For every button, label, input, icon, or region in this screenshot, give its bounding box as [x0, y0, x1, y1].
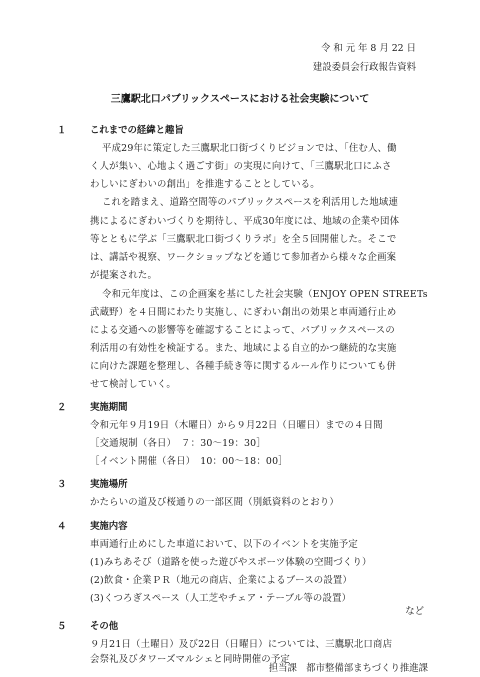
section-4-text-line: 車両通行止めにした車道において、以下のイベントを実施予定	[90, 539, 358, 550]
section-2-number: ２	[57, 402, 67, 413]
section-2-text-line: ［イベント開催（各日） 10：00～18：00］	[90, 456, 288, 467]
report-type: 建設委員会行政報告資料	[312, 62, 416, 73]
document-title: 三鷹駅北口パブリックスペースにおける社会実験について	[110, 94, 370, 105]
section-1-text-line: わしいにぎわいの創出」を推進することとしている。	[90, 179, 320, 190]
section-5-number: ５	[57, 621, 67, 632]
section-1-text-line: 平成29年に策定した三鷹駅北口街づくりビジョンでは、「住む人、働	[102, 143, 397, 154]
section-2-text-line: ［交通規制（各日） ７：30～19：30］	[90, 438, 266, 449]
section-5-text-line: 会祭礼及びタワーズマルシェと同時開催の予定	[90, 654, 290, 665]
section-3-heading: 実施場所	[90, 479, 128, 490]
section-3-text-line: かたらいの道及び桜通りの一部区間（別紙資料のとおり）	[90, 497, 339, 508]
section-1-number: １	[57, 125, 67, 136]
section-1-text-line: は、講話や視察、ワークショップなどを通じて参加者から様々な企画案	[90, 252, 397, 263]
section-4-number: ４	[57, 521, 67, 532]
section-1-text-line: が提案された。	[90, 270, 158, 281]
report-date: 令 和 元 年 8 月 22 日	[320, 43, 416, 54]
section-3-number: ３	[57, 479, 67, 490]
section-1-text-line: に向けた課題を整理し、各種手続き等に関するルール作りについても併	[90, 361, 397, 372]
section-1-text-line: く人が集い、心地よく過ごす街」の実現に向けて、「三鷹駅北口にふさ	[90, 161, 392, 172]
section-4-etc: など	[405, 606, 424, 617]
section-1-text-line: 武蔵野）を４日間にわたり実施し、にぎわい創出の効果と車両通行止め	[90, 307, 397, 318]
section-1-text-line: による交通への影響等を確認することによって、パブリックスペースの	[90, 325, 395, 336]
section-4-list-item: (3)くつろぎスペース（人工芝やチェア・テーブル等の設置）	[90, 593, 352, 604]
section-1-text-line: 等とともに学ぶ「三鷹駅北口街づくりラボ」を全５回開催した。そこで	[90, 234, 397, 245]
section-1-text-line: 利活用の有効性を検証する。また、地域による自立的かつ継続的な実施	[90, 343, 397, 354]
section-1-heading: これまでの経緯と趣旨	[90, 125, 184, 136]
section-4-heading: 実施内容	[90, 521, 128, 532]
responsible-department: 担当課 都市整備部まちづくり推進課	[268, 663, 428, 674]
section-4-list-item: (1)みちあそび（道路を使った遊びやスポーツ体験の空間づくり）	[90, 557, 372, 568]
section-1-text-line: せて検討していく。	[90, 379, 176, 390]
section-5-heading: その他	[90, 621, 119, 632]
section-4-list-item: (2)飲食・企業ＰＲ（地元の商店、企業によるブースの設置）	[90, 575, 353, 586]
section-1-text-line: 携によるにぎわいづくりを期待し、平成30年度には、地域の企業や団体	[90, 216, 400, 227]
section-2-heading: 実施期間	[90, 402, 128, 413]
section-5-text-line: ９月21日（土曜日）及び22日（日曜日）については、三鷹駅北口商店	[90, 639, 393, 650]
section-1-text-line: 令和元年度は、この企画案を基にした社会実験（ENJOY OPEN STREETs	[102, 289, 428, 300]
section-2-text-line: 令和元年９月19日（木曜日）から９月22日（日曜日）までの４日間	[90, 420, 383, 431]
section-1-text-line: これを踏まえ、道路空間等のパブリックスペースを利活用した地域連	[102, 197, 399, 208]
